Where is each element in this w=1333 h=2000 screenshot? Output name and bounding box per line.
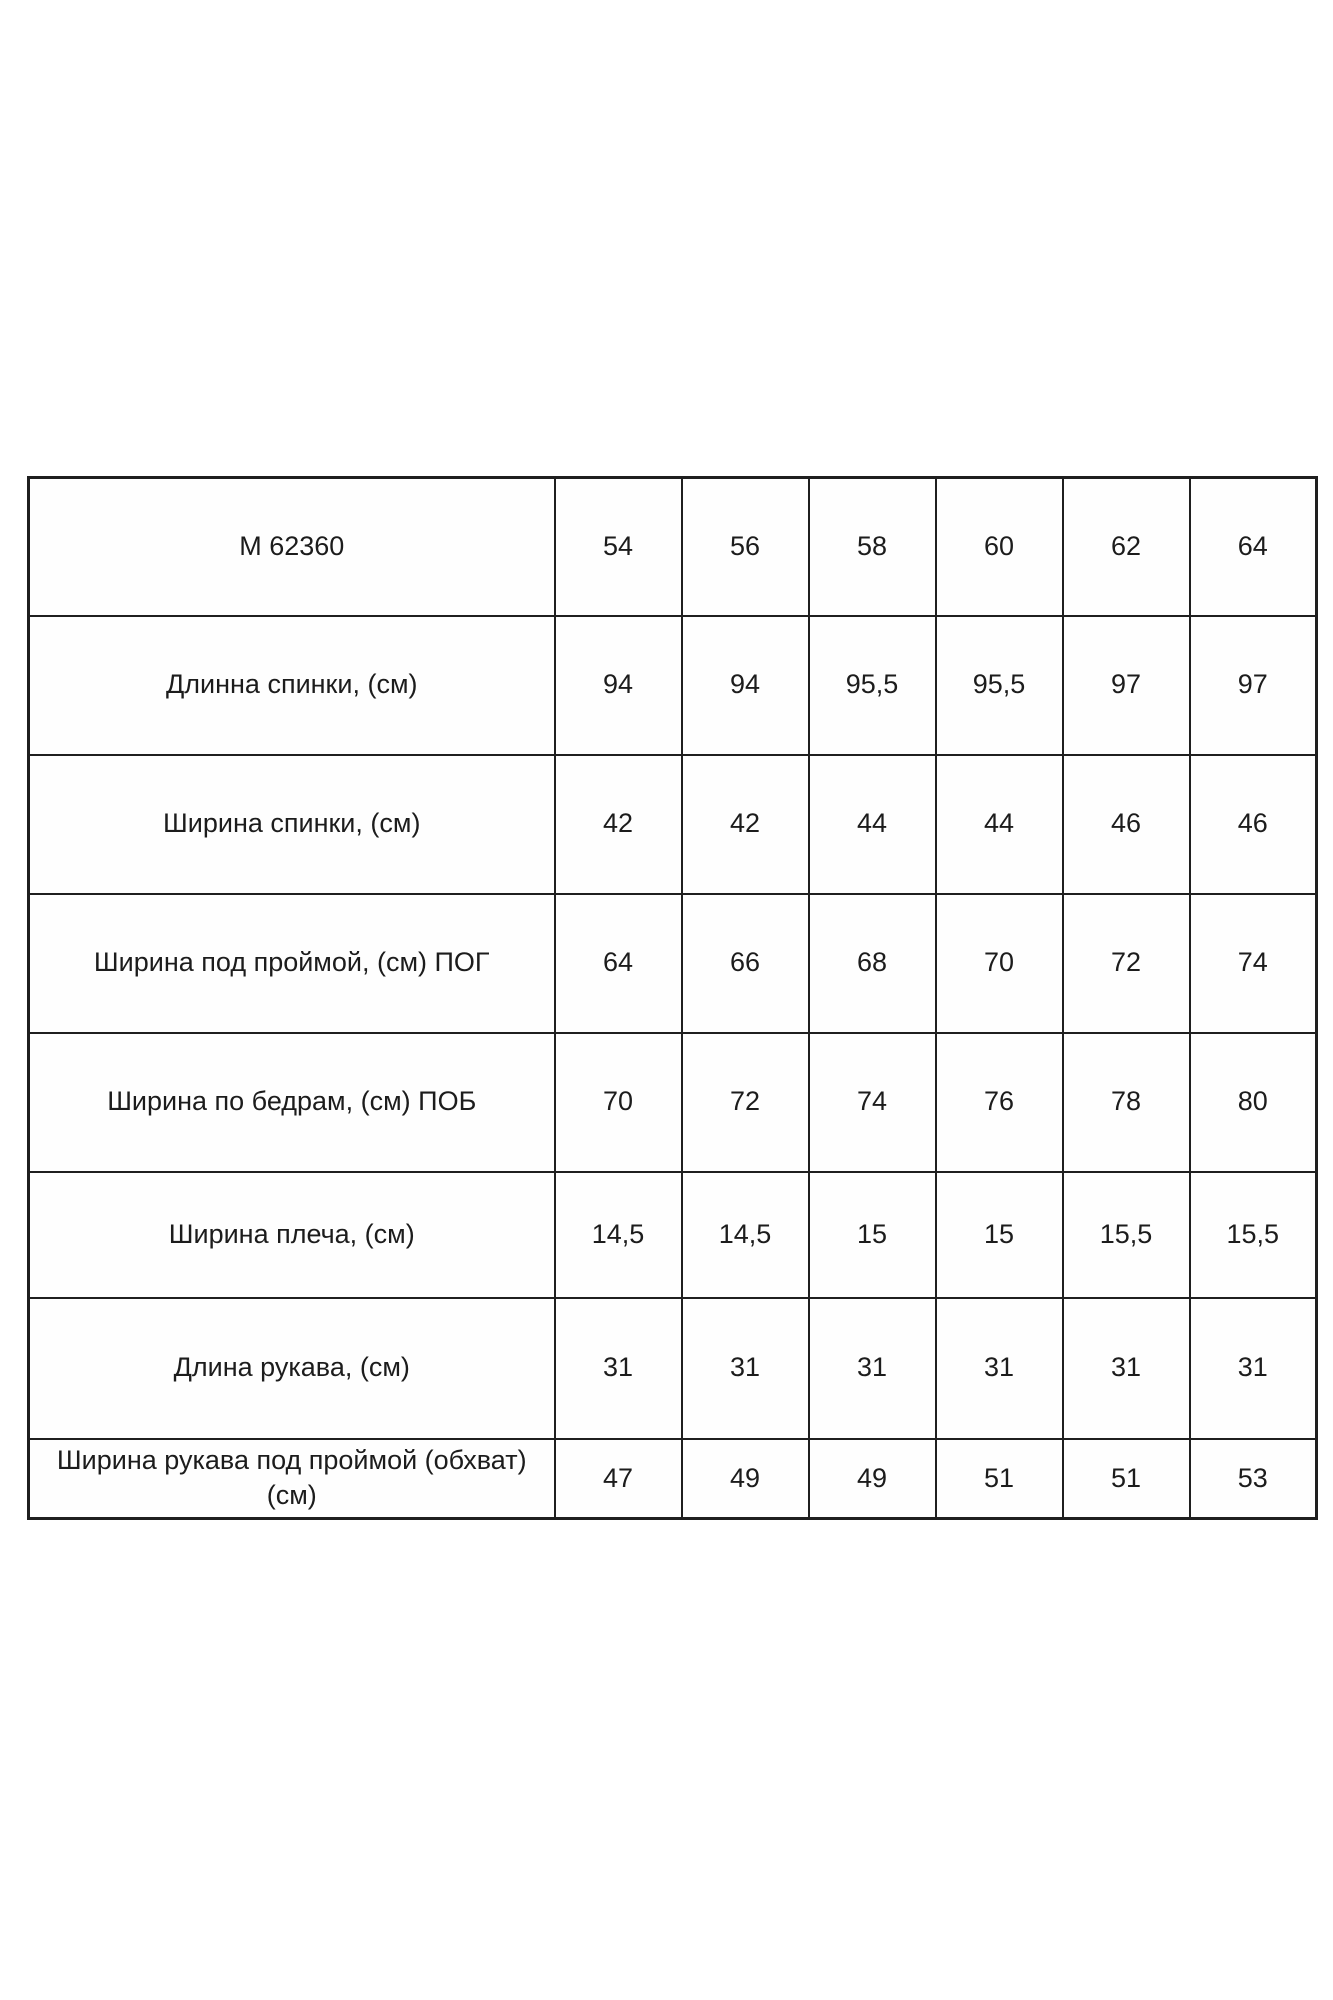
table-row-back-length	[29, 616, 1317, 755]
value-cell: 72	[682, 1033, 809, 1172]
value-cell: 14,5	[555, 1172, 682, 1298]
value-cell: 31	[555, 1298, 682, 1439]
value-cell: 42	[682, 755, 809, 894]
row-label: Длинна спинки, (см)	[29, 616, 555, 755]
row-label: Ширина плеча, (см)	[29, 1172, 555, 1298]
value-cell: 31	[936, 1298, 1063, 1439]
model-number: М 62360	[29, 478, 555, 616]
value-cell: 64	[555, 894, 682, 1033]
value-cell: 49	[809, 1439, 936, 1519]
table-row-shoulder-width	[29, 1172, 1317, 1298]
row-label: Ширина под проймой, (см) ПОГ	[29, 894, 555, 1033]
value-cell: 49	[682, 1439, 809, 1519]
size-column-header: 60	[936, 478, 1063, 616]
value-cell: 72	[1063, 894, 1190, 1033]
row-label: Ширина рукава под проймой (обхват) (см)	[29, 1439, 555, 1519]
value-cell: 80	[1190, 1033, 1317, 1172]
table-row-sleeve-width	[29, 1439, 1317, 1519]
size-column-header: 54	[555, 478, 682, 616]
value-cell: 70	[555, 1033, 682, 1172]
value-cell: 42	[555, 755, 682, 894]
value-cell: 44	[809, 755, 936, 894]
value-cell: 74	[1190, 894, 1317, 1033]
value-cell: 31	[809, 1298, 936, 1439]
row-label: Длина рукава, (см)	[29, 1298, 555, 1439]
row-label: Ширина спинки, (см)	[29, 755, 555, 894]
value-cell: 95,5	[809, 616, 936, 755]
value-cell: 31	[1190, 1298, 1317, 1439]
value-cell: 31	[682, 1298, 809, 1439]
value-cell: 70	[936, 894, 1063, 1033]
value-cell: 14,5	[682, 1172, 809, 1298]
value-cell: 97	[1190, 616, 1317, 755]
value-cell: 15	[936, 1172, 1063, 1298]
value-cell: 68	[809, 894, 936, 1033]
value-cell: 74	[809, 1033, 936, 1172]
value-cell: 94	[682, 616, 809, 755]
value-cell: 53	[1190, 1439, 1317, 1519]
value-cell: 46	[1063, 755, 1190, 894]
size-column-header: 58	[809, 478, 936, 616]
value-cell: 95,5	[936, 616, 1063, 755]
value-cell: 47	[555, 1439, 682, 1519]
value-cell: 15	[809, 1172, 936, 1298]
table-row-underarm-width-pog	[29, 894, 1317, 1033]
value-cell: 44	[936, 755, 1063, 894]
size-column-header: 62	[1063, 478, 1190, 616]
value-cell: 97	[1063, 616, 1190, 755]
size-column-header: 56	[682, 478, 809, 616]
table-row-hip-width-pob	[29, 1033, 1317, 1172]
table-row-sleeve-length	[29, 1298, 1317, 1439]
size-column-header: 64	[1190, 478, 1317, 616]
value-cell: 15,5	[1063, 1172, 1190, 1298]
table-row-back-width	[29, 755, 1317, 894]
size-chart-table	[27, 476, 1318, 1520]
value-cell: 31	[1063, 1298, 1190, 1439]
value-cell: 15,5	[1190, 1172, 1317, 1298]
value-cell: 76	[936, 1033, 1063, 1172]
value-cell: 51	[1063, 1439, 1190, 1519]
value-cell: 94	[555, 616, 682, 755]
value-cell: 66	[682, 894, 809, 1033]
value-cell: 78	[1063, 1033, 1190, 1172]
size-chart	[27, 476, 1314, 1520]
value-cell: 46	[1190, 755, 1317, 894]
value-cell: 51	[936, 1439, 1063, 1519]
row-label: Ширина по бедрам, (см) ПОБ	[29, 1033, 555, 1172]
header-row	[29, 478, 1317, 616]
